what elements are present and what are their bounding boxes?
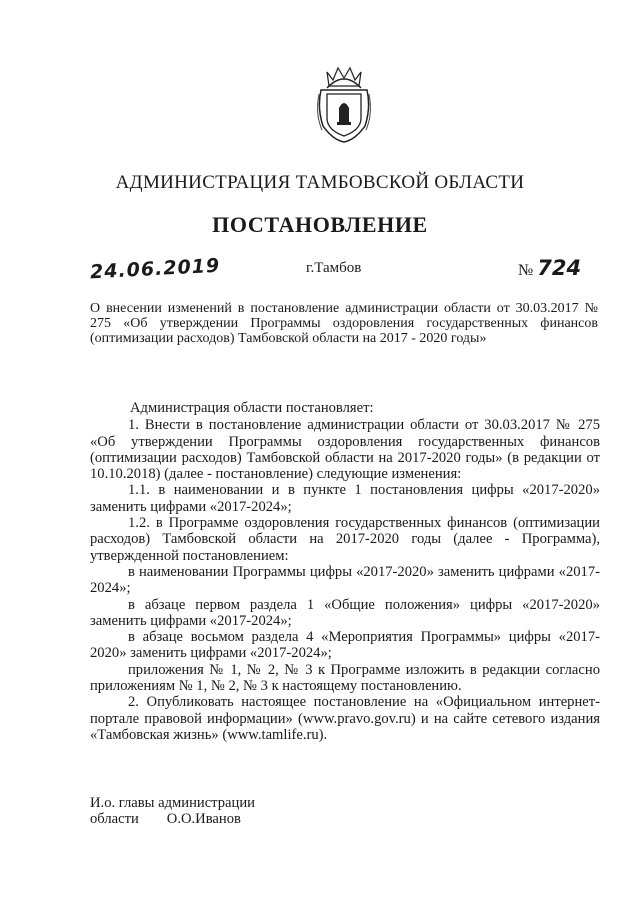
signatory-line2 xyxy=(90,811,255,827)
document-number xyxy=(518,256,581,280)
body-paragraph: в абзаце восьмом раздела 4 «Мероприятия Программы» цифры «2017-2020» заменить цифрами «2017-2024»; xyxy=(90,629,600,662)
body-paragraph: приложения № 1, № 2, № 3 к Программе изложить в редакции согласно приложениям № 1, № 2, № 3 к настоящему постановлению. xyxy=(90,661,600,695)
body-paragraph: в абзаце первом раздела 1 «Общие положения» цифры «2017-2020» заменить цифрами «2017-2024»; xyxy=(90,596,600,629)
organization-title: АДМИНИСТРАЦИЯ ТАМБОВСКОЙ ОБЛАСТИ xyxy=(115,172,525,193)
body-paragraph: 1.1. в наименовании и в пункте 1 постановления цифры «2017-2020» заменить цифрами «2017-2024»; xyxy=(90,482,600,515)
number-sign: № xyxy=(518,262,534,279)
document-body xyxy=(90,400,600,743)
body-paragraph: 1. Внести в постановление администрации области от 30.03.2017 № 275 «Об утверждении Программы оздоровления государственных финансов (оптимизации расходов) Тамбовской области на 2017-2020 годы» (в редакции от 10.10.2018) (далее - постановление) следующие изменения: xyxy=(90,417,600,483)
body-paragraph: 1.2. в Программе оздоровления государственных финансов (оптимизации расходов) Тамбовской области на 2017-2020 годы (далее - Программа), утвержденной постановлением: xyxy=(90,515,600,564)
document-subject: О внесении изменений в постановление администрации области от 30.03.2017 № 275 «Об утверждении Программы оздоровления государственных финансов (оптимизации расходов) Тамбовской области на 2017 - 2020 годы» xyxy=(90,301,598,346)
signatory-title: И.о. главы администрации xyxy=(90,795,255,811)
signatory-title-continued: области xyxy=(90,811,139,827)
document-date: 24.06.2019 xyxy=(89,254,221,284)
document-city: г.Тамбов xyxy=(306,260,362,276)
number-value: 724 xyxy=(537,256,582,280)
signature-block xyxy=(90,795,255,827)
coat-of-arms-emblem xyxy=(313,64,375,144)
body-intro: Администрация области постановляет: xyxy=(130,400,374,416)
body-paragraph: в наименовании Программы цифры «2017-2020» заменить цифрами «2017-2024»; xyxy=(90,563,600,597)
document-type-title: ПОСТАНОВЛЕНИЕ xyxy=(212,212,428,237)
body-paragraph: 2. Опубликовать настоящее постановление на «Официальном интернет-портале правовой информации» (www.pravo.gov.ru) и на сайте сетевого издания «Тамбовская жизнь» (www.tamlife.ru). xyxy=(90,694,600,743)
signatory-name: О.О.Иванов xyxy=(166,811,241,827)
